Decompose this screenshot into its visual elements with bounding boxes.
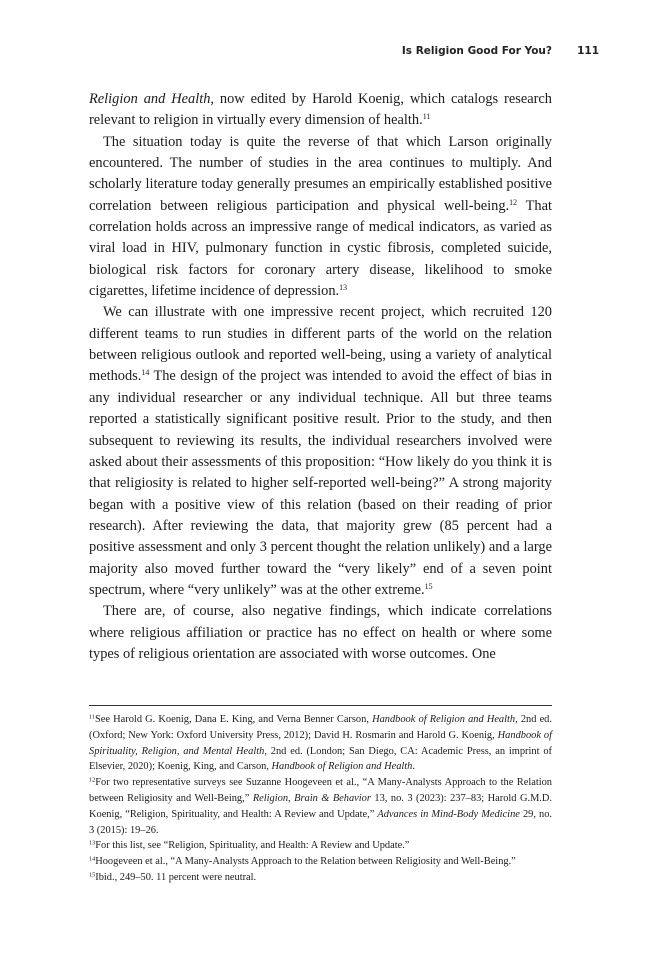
footnote-number: 13 <box>89 839 96 847</box>
footnotes <box>89 712 552 886</box>
page-number: 111 <box>577 45 599 57</box>
footnote-ref-13: 13 <box>339 282 348 292</box>
paragraph-3 <box>89 302 552 601</box>
paragraph-2-text-b: That correlation holds across an impressive range of medical indicators, as varied as viral load in HIV, pulmonary function in cystic fibrosis, completed suicide, biological risk factors for coronary artery disease, likelihood to smoke cigarettes, lifetime incidence of depression. <box>89 197 552 300</box>
footnote-11-text-1: See Harold G. Koenig, Dana E. King, and Verna Benner Carson, <box>95 714 373 725</box>
running-head-title: Is Religion Good For You? <box>401 45 552 57</box>
book-title: Religion and Health, <box>89 91 214 107</box>
footnote-11-title-2: Handbook of Spirituality, Religion, and Mental Health <box>89 729 552 757</box>
footnote-ref-14: 14 <box>141 368 150 378</box>
paragraph-2-text-a: The situation today is quite the reverse of that which Larson originally encountered. The number of studies in the area continues to multiply. And scholarly literature today generally presumes an empirically established positive correlation between religious participation and physical well-being. <box>89 133 552 214</box>
footnote-14-text: Hoogeveen et al., “A Many-Analysts Approach to the Relation between Religiosity and Well-Being.” <box>95 856 516 868</box>
paragraph-3-text-b: The design of the project was intended to avoid the effect of bias in any individual researcher or any individual technique. All but three teams reported a statistically significant positive result. Prior to the study, and then subsequent to reviewing its results, the individual researchers involved were asked about their assessments of this proposition: “How likely do you think it is that religiosity is related to higher self-reported well-being?” A strong majority began with a positive view of this relation (based on their reading of prior research). After reviewing the data, that majority grew (85 percent had a positive assessment and only 3 percent thought the relation unlikely) and a large majority also moved further toward the “very likely” end of a seven point spectrum, where “very unlikely” was at the other extreme. <box>89 368 552 598</box>
footnote-12-journal-1: Religion, Brain & Behavior <box>252 792 371 804</box>
footnote-11-title-3: Handbook of Religion and Health <box>271 761 413 773</box>
footnote-number: 14 <box>89 855 96 863</box>
footnote-13 <box>89 838 552 854</box>
footnote-rule <box>89 705 552 706</box>
footnote-12-text-2: 13, no. 3 (2023): 237–83; Harold G.M.D. Koenig, “Religion, Spirituality, and Health: A Review and Update,” <box>89 792 553 820</box>
paragraph-1-text: now edited by Harold Koenig, which catalogs research relevant to religion in virtually every dimension of health. <box>89 91 552 129</box>
footnote-11-text-2: , 2nd ed. (Oxford; New York: Oxford University Press, 2012); David H. Rosmarin and Harold G. Koenig, <box>89 714 552 741</box>
footnote-12 <box>89 775 552 838</box>
footnote-15-text: Ibid., 249–50. 11 percent were neutral. <box>95 871 257 883</box>
footnote-number: 15 <box>89 871 96 879</box>
paragraph-4 <box>89 601 552 665</box>
body-text <box>89 89 552 665</box>
footnote-11-text-4: . <box>412 761 415 773</box>
footnote-15 <box>89 870 552 886</box>
footnote-13-text: For this list, see “Religion, Spirituality, and Health: A Review and Update.” <box>95 840 410 852</box>
footnote-ref-15: 15 <box>424 581 433 591</box>
paragraph-2 <box>89 132 552 303</box>
footnote-ref-12: 12 <box>509 197 518 207</box>
footnote-12-text-3: 29, no. 3 (2015): 19–26. <box>89 808 552 836</box>
paragraph-4-text: There are, of course, also negative findings, which indicate correlations where religious affiliation or practice has no effect on health or where some types of religious orientation are associated with worse outcomes. One <box>89 603 552 662</box>
footnote-number: 12 <box>89 776 96 784</box>
footnote-11 <box>89 712 552 775</box>
running-head <box>0 45 650 61</box>
footnote-number: 11 <box>89 713 96 721</box>
footnote-11-text-3: , 2nd ed. (London; San Diego, CA: Academic Press, an imprint of Elsevier, 2020); Koenig, King, and Carson, <box>89 745 552 773</box>
footnote-ref-11: 11 <box>422 112 431 122</box>
footnote-11-title-1: Handbook of Religion and Health <box>372 714 516 725</box>
footnote-14 <box>89 854 552 870</box>
footnote-12-journal-2: Advances in Mind-Body Medicine <box>377 808 520 820</box>
footnote-12-text-1: For two representative surveys see Suzanne Hoogeveen et al., “A Many-Analysts Approach to the Relation between Religiosity and Well-Being,” <box>89 777 552 804</box>
paragraph-1 <box>89 89 552 132</box>
paragraph-3-text-a: We can illustrate with one impressive recent project, which recruited 120 different teams to run studies in different parts of the world on the relation between religious outlook and reported well-being, using a variety of analytical methods. <box>89 304 552 385</box>
